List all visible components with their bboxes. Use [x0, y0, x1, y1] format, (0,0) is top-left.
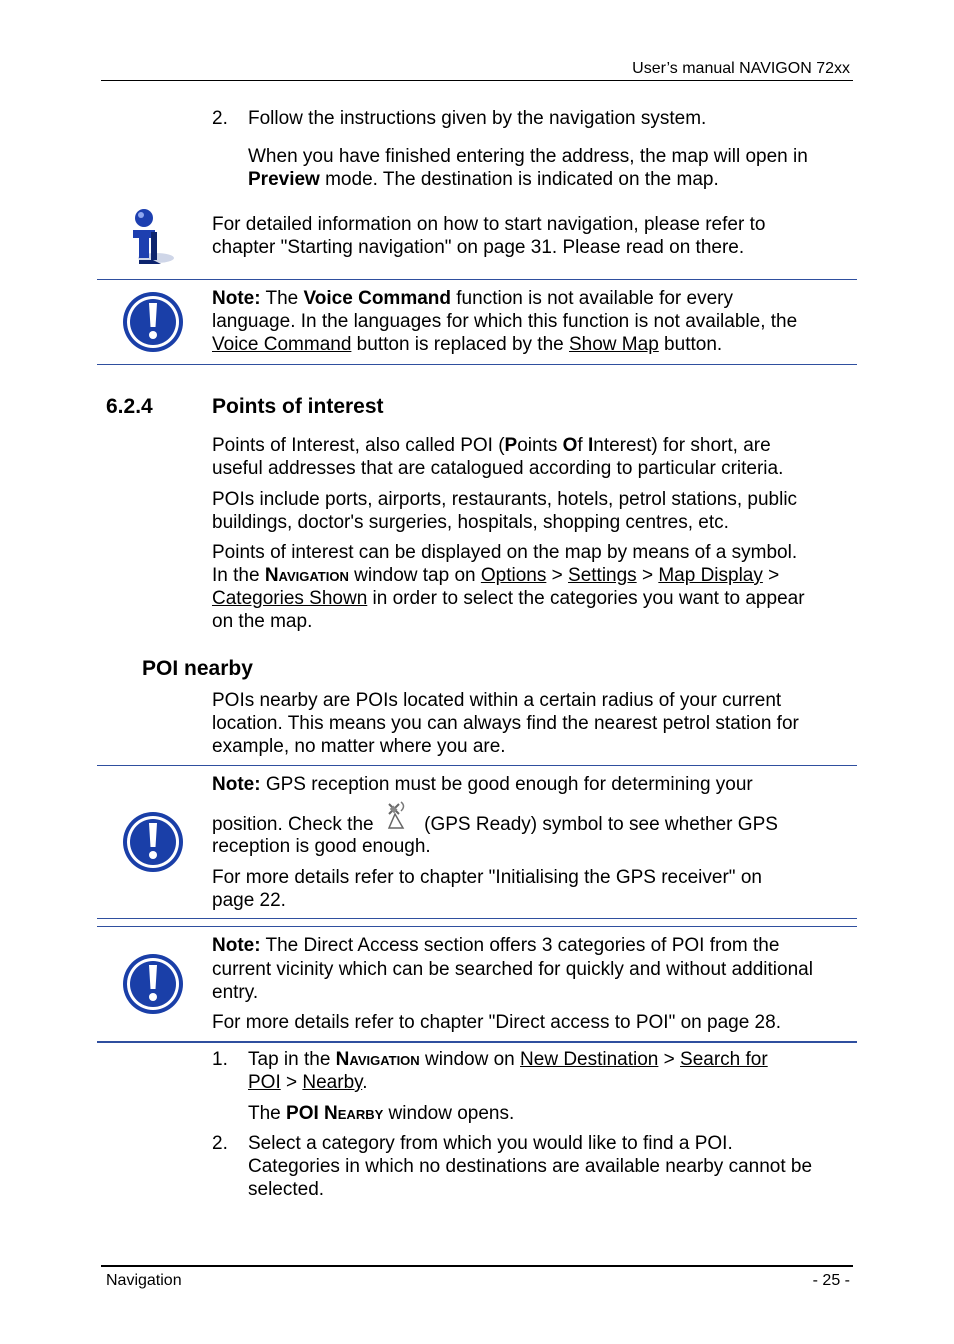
voice-command-link: Voice Command [212, 334, 352, 355]
note-line: position. Check the (GPS Ready) symbol to see whether GPS [212, 812, 848, 836]
exclamation-icon [121, 810, 185, 880]
footer-section: Navigation [106, 1272, 182, 1289]
paragraph-line: POIs include ports, airports, restaurants, hotels, petrol stations, public [212, 489, 798, 510]
step-number: 2. [212, 108, 228, 129]
info-note-line: chapter "Starting navigation" on page 31. Please read on there. [212, 237, 745, 258]
note-line: entry. [212, 982, 259, 1003]
paragraph-line: on the map. [212, 611, 313, 632]
note-top-rule [97, 765, 857, 766]
settings-link: Settings [568, 565, 637, 586]
info-note-line: For detailed information on how to start navigation, please refer to [212, 214, 766, 235]
show-map-link: Show Map [569, 334, 659, 355]
header-rule [101, 80, 853, 81]
note-top-rule [97, 279, 857, 280]
note-line: Note: GPS reception must be good enough for determining your [212, 774, 753, 795]
note-top-rule [97, 926, 857, 927]
step-result: The POI Nearby window opens. [248, 1103, 515, 1124]
options-link: Options [480, 565, 547, 586]
note-bottom-rule [97, 918, 857, 919]
step-text: Tap in the Navigation window on New Destination > Search for [248, 1049, 768, 1070]
step-text: selected. [248, 1179, 325, 1200]
page-header-title: User’s manual NAVIGON 72xx [632, 60, 850, 77]
step-number: 1. [212, 1049, 228, 1070]
info-person-icon [120, 206, 180, 268]
page-number: - 25 - [812, 1272, 850, 1289]
note-line: Voice Command button is replaced by the Show Map button. [212, 334, 723, 355]
gps-ready-icon [379, 812, 419, 832]
footer-rule [101, 1265, 853, 1267]
note-line: Note: The Direct Access section offers 3 categories of POI from the [212, 935, 780, 956]
step-text: Select a category from which you would like to find a POI. [248, 1133, 733, 1154]
search-for-poi-link: Search for [680, 1049, 768, 1070]
paragraph-line: POIs nearby are POIs located within a certain radius of your current [212, 690, 782, 711]
note-line: page 22. [212, 890, 286, 911]
subsection-title: POI nearby [142, 657, 253, 680]
note-line: Note: The Voice Command function is not available for every [212, 288, 733, 309]
note-line: current vicinity which can be searched for quickly and without additional [212, 959, 813, 980]
exclamation-icon [121, 290, 185, 360]
exclamation-icon [121, 952, 185, 1022]
paragraph-line: useful addresses that are catalogued according to particular criteria. [212, 458, 784, 479]
paragraph-line: In the Navigation window tap on Options > Settings > Map Display > [212, 565, 780, 586]
map-display-link: Map Display [658, 565, 763, 586]
note-line: For more details refer to chapter "Initialising the GPS receiver" on [212, 867, 762, 888]
section-number: 6.2.4 [106, 395, 153, 418]
section-title: Points of interest [212, 395, 384, 418]
new-destination-link: New Destination [520, 1049, 659, 1070]
paragraph-line: Points of interest can be displayed on the map by means of a symbol. [212, 542, 798, 563]
paragraph-line: buildings, doctor's surgeries, hospitals, shopping centres, etc. [212, 512, 729, 533]
paragraph-line: example, no matter where you are. [212, 736, 506, 757]
paragraph-line: Categories Shown in order to select the categories you want to appear [212, 588, 805, 609]
paragraph-line: location. This means you can always find the nearest petrol station for [212, 713, 799, 734]
step-result-paragraph: When you have finished entering the address, the map will open in Preview mode. The destination is indicated on the map. [248, 146, 808, 190]
categories-shown-link: Categories Shown [212, 588, 368, 609]
nearby-link: Nearby [302, 1072, 363, 1093]
step-text: Categories in which no destinations are available nearby cannot be [248, 1156, 813, 1177]
note-line: reception is good enough. [212, 836, 431, 857]
note-line: language. In the languages for which this function is not available, the [212, 311, 798, 332]
step-number: 2. [212, 1133, 228, 1154]
step-text: POI > Nearby. [248, 1072, 368, 1093]
search-for-poi-link: POI [248, 1072, 281, 1093]
step-text: Follow the instructions given by the navigation system. [248, 108, 707, 129]
note-line: For more details refer to chapter "Direct access to POI" on page 28. [212, 1012, 781, 1033]
paragraph-line: Points of Interest, also called POI (Points Of Interest) for short, are [212, 435, 771, 456]
note-bottom-rule [97, 364, 857, 365]
note-bottom-rule [97, 1041, 857, 1043]
